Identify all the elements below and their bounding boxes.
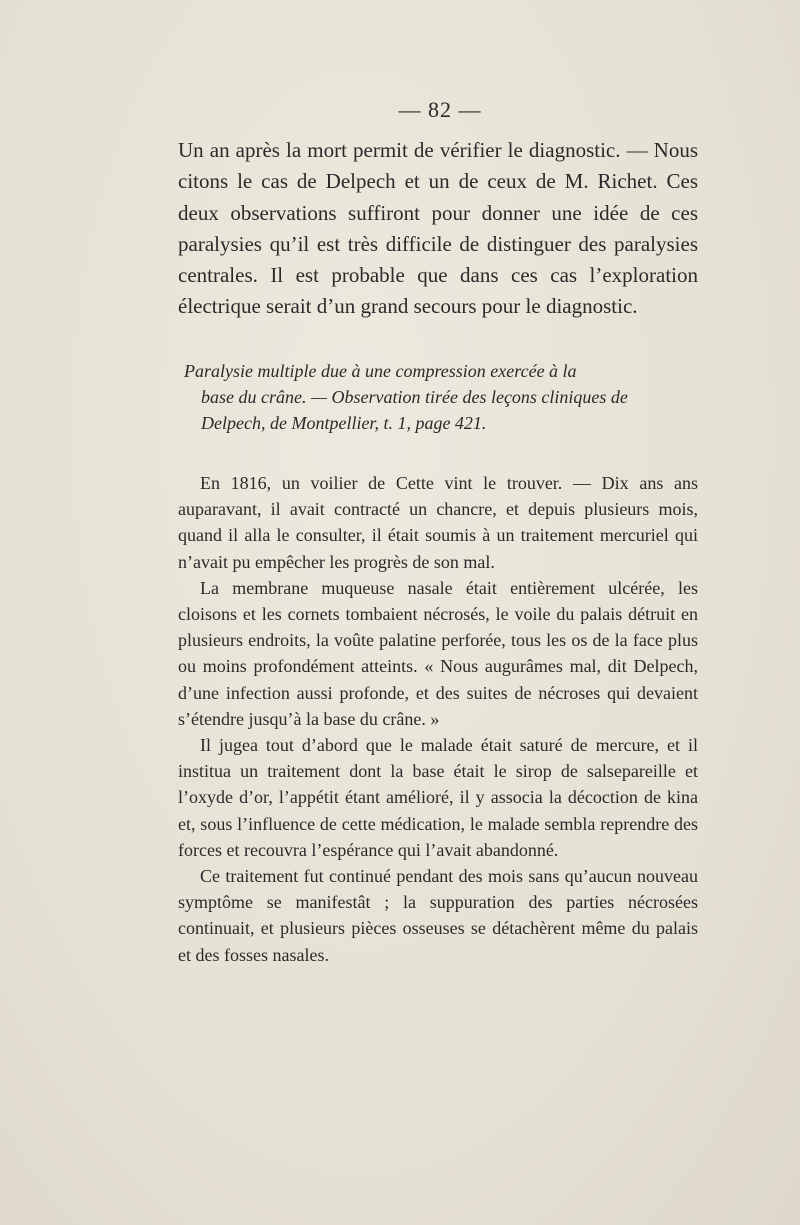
observation-heading [185, 358, 710, 436]
intro-paragraph: Un an après la mort permit de vérifier le diagnostic. — Nous citons le cas de Delpech et un de ceux de M. Richet. Ces deux observations suffiront pour donner une idée de ces paralysies qu’il est très difficile de distinguer des paralysies centrales. Il est probable que dans ces cas l’exploration électrique serait d’un grand secours pour le diagnostic. [178, 138, 698, 319]
observation-paragraph-2: La membrane muqueuse nasale était entièrement ulcérée, les cloisons et les cornets tombaient nécrosés, le voile du palais détruit en plusieurs endroits, la voûte palatine perforée, tous les os de la face plus ou moins profondément atteints. « Nous augurâmes mal, dit Delpech, d’une infection aussi profonde, et des suites de nécroses qui devaient s’étendre jusqu’à la base du crâne. » [178, 577, 698, 729]
intro-text-block [178, 135, 698, 323]
page-number: — 82 — [398, 97, 482, 122]
heading-line-1: Paralysie multiple due à une compression exercée à la [184, 361, 577, 381]
observation-paragraph-1: En 1816, un voilier de Cette vint le trouver. — Dix ans ans auparavant, il avait contracté un chancre, et depuis plusieurs mois, quand il alla le consulter, il était soumis à un traitement mercuriel qui n’avait pu empêcher les progrès de son mal. [178, 473, 698, 572]
heading-line-2: base du crâne. — Observation tirée des leçons cliniques de [201, 387, 628, 407]
heading-line-3: Delpech, de Montpellier, t. 1, page 421. [201, 413, 487, 433]
observation-text-block [178, 470, 698, 968]
observation-paragraph-3: Il jugea tout d’abord que le malade était saturé de mercure, et il institua un traitement dont la base était le sirop de salsepareille et l’oxyde d’or, l’appétit étant amélioré, il y associa la décoction de kina et, sous l’influence de cette médication, le malade sembla reprendre des forces et recouvra l’espérance qui l’avait abandonné. [178, 735, 698, 860]
observation-paragraph-4: Ce traitement fut continué pendant des mois sans qu’aucun nouveau symptôme se manifestât ; la suppuration des parties nécrosées continuait, et plusieurs pièces osseuses se détachèrent même du palais et des fosses nasales. [178, 866, 698, 965]
